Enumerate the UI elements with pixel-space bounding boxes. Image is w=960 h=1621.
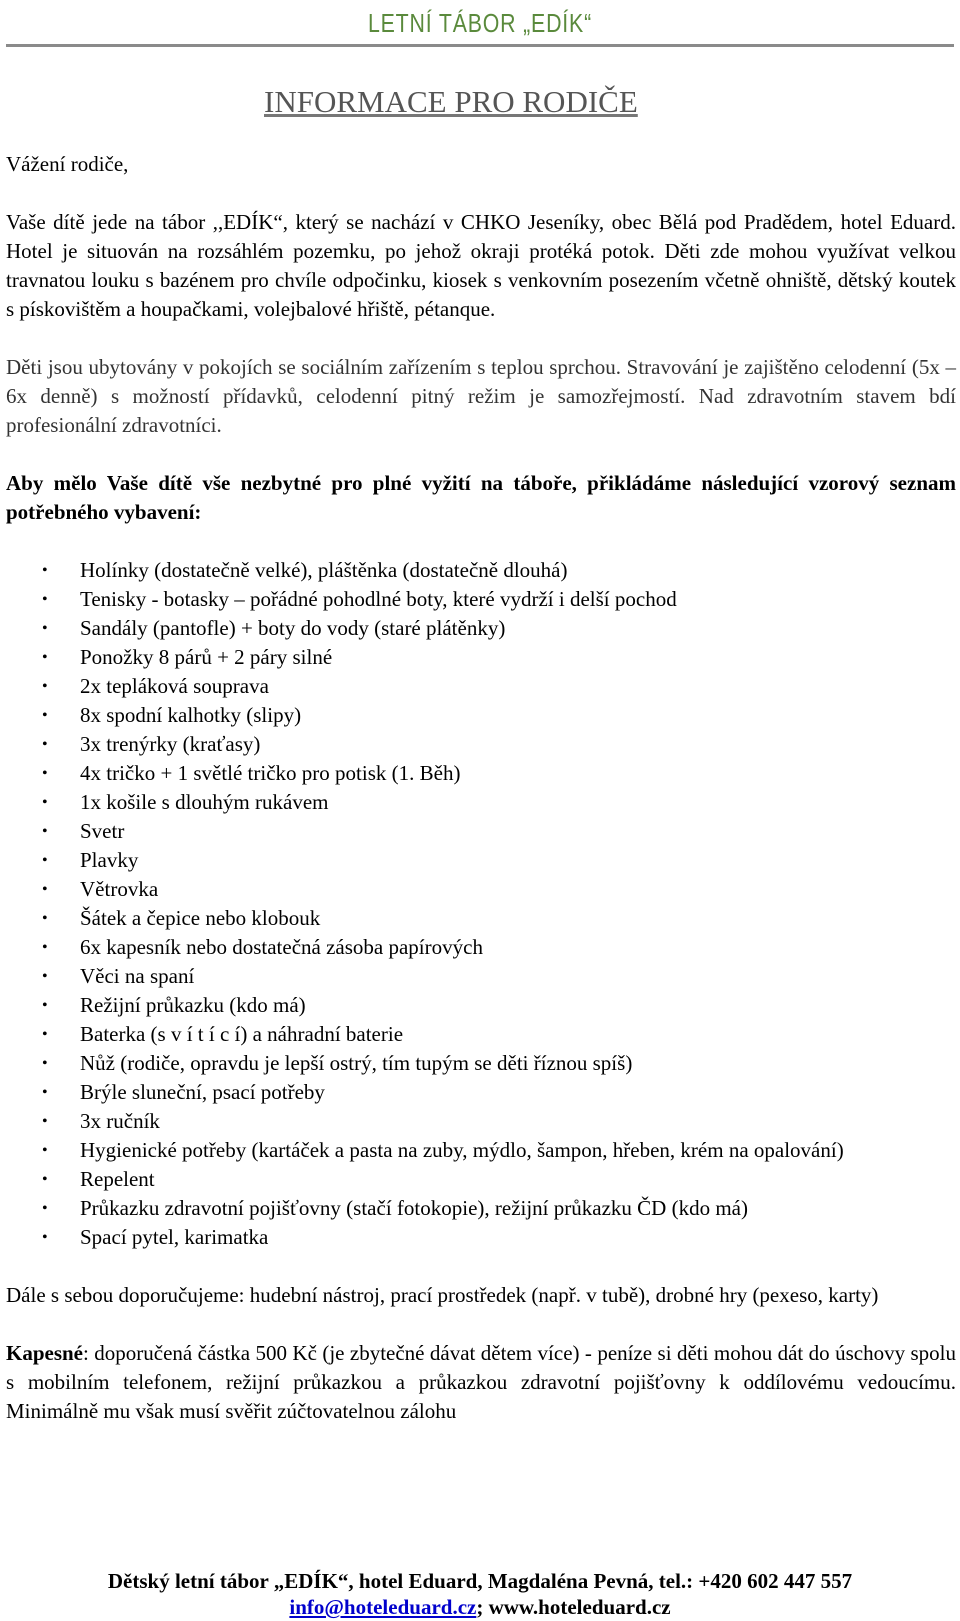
equipment-item: • Holínky (dostatečně velké), pláštěnka (dostatečně dlouhá)	[6, 556, 956, 585]
equipment-item: • Tenisky - botasky – pořádné pohodlné boty, které vydrží i delší pochod	[6, 585, 956, 614]
equipment-item: • 4x tričko + 1 světlé tričko pro potisk (1. Běh)	[6, 759, 956, 788]
equipment-item: • 3x trenýrky (kraťasy)	[6, 730, 956, 759]
equipment-item: • Repelent	[6, 1165, 956, 1194]
equipment-item: • Spací pytel, karimatka	[6, 1223, 956, 1252]
camp-header-title: LETNÍ TÁBOR „EDÍK“	[367, 8, 593, 38]
equipment-item: • Brýle sluneční, psací potřeby	[6, 1078, 956, 1107]
equipment-item: • Větrovka	[6, 875, 956, 904]
equipment-item: • Plavky	[6, 846, 956, 875]
equipment-item: • Průkazku zdravotní pojišťovny (stačí fotokopie), režijní průkazku ČD (kdo má)	[6, 1194, 956, 1223]
accommodation-paragraph: Děti jsou ubytovány v pokojích se sociálním zařízením s teplou sprchou. Stravování je zajištěno celodenní (5x – 6x denně) s možností přídavků, celodenní pitný režim je samozřejmostí. Nad zdravotním stavem bdí profesionální zdravotníci.	[6, 355, 956, 437]
equipment-item: • Nůž (rodiče, opravdu je lepší ostrý, tím tupým se děti říznou spíš)	[6, 1049, 956, 1078]
equipment-item: • Věci na spaní	[6, 962, 956, 991]
equipment-item: • 3x ručník	[6, 1107, 956, 1136]
footer-email-link[interactable]: info@hoteleduard.cz	[289, 1595, 477, 1619]
equipment-item: • 8x spodní kalhotky (slipy)	[6, 701, 956, 730]
equipment-item: • Svetr	[6, 817, 956, 846]
equipment-item: • Ponožky 8 párů + 2 páry silné	[6, 643, 956, 672]
footer-links-line	[0, 1594, 960, 1620]
pocket-money-label: Kapesné	[6, 1341, 84, 1365]
equipment-item: • Režijní průkazku (kdo má)	[6, 991, 956, 1020]
equipment-item: • Baterka (s v í t í c í) a náhradní baterie	[6, 1020, 956, 1049]
intro-paragraph: Vaše dítě jede na tábor ,,EDÍK“, který se nachází v CHKO Jeseníky, obec Bělá pod Pradědem, hotel Eduard. Hotel je situován na rozsáhlém pozemku, po jehož okraji protéká potok. Děti zde mohou využívat velkou travnatou louku s bazénem pro chvíle odpočinku, kiosek s venkovním posezením včetně ohniště, dětský koutek s pískovištěm a houpačkami, volejbalové hřiště, pétanque.	[6, 210, 956, 321]
equipment-list-intro: Aby mělo Vaše dítě vše nezbytné pro plné vyžití na táboře, přikládáme následující vzorový seznam potřebného vybavení:	[6, 471, 956, 524]
footer	[0, 1568, 960, 1620]
equipment-item: • Šátek a čepice nebo klobouk	[6, 904, 956, 933]
footer-website[interactable]: www.hoteleduard.cz	[488, 1595, 671, 1619]
equipment-item: • Hygienické potřeby (kartáček a pasta na zuby, mýdlo, šampon, hřeben, krém na opalování)	[6, 1136, 956, 1165]
equipment-list	[6, 556, 956, 1252]
footer-contact-line: Dětský letní tábor „EDÍK“, hotel Eduard, Magdaléna Pevná, tel.: +420 602 447 557	[107, 1569, 853, 1593]
pocket-money-paragraph	[6, 1339, 956, 1426]
page-title: INFORMACE PRO RODIČE	[264, 84, 638, 119]
equipment-item: • 6x kapesník nebo dostatečná zásoba papírových	[6, 933, 956, 962]
header-divider	[6, 44, 954, 47]
recommend-paragraph: Dále s sebou doporučujeme: hudební nástroj, prací prostředek (např. v tubě), drobné hry (pexeso, karty)	[6, 1283, 879, 1307]
greeting: Vážení rodiče,	[6, 152, 129, 176]
footer-separator: ;	[476, 1595, 489, 1619]
equipment-item: • Sandály (pantofle) + boty do vody (staré plátěnky)	[6, 614, 956, 643]
pocket-money-text: : doporučená částka 500 Kč (je zbytečné dávat dětem více) - peníze si děti mohou dát do úschovy spolu s mobilním telefonem, režijní průkazkou a průkazkou zdravotní pojišťovny k oddílovému vedoucímu. Minimálně mu však musí svěřit zúčtovatelnou zálohu	[6, 1341, 956, 1423]
equipment-item: • 1x košile s dlouhým rukávem	[6, 788, 956, 817]
equipment-item: • 2x tepláková souprava	[6, 672, 956, 701]
document-body	[6, 150, 956, 1426]
